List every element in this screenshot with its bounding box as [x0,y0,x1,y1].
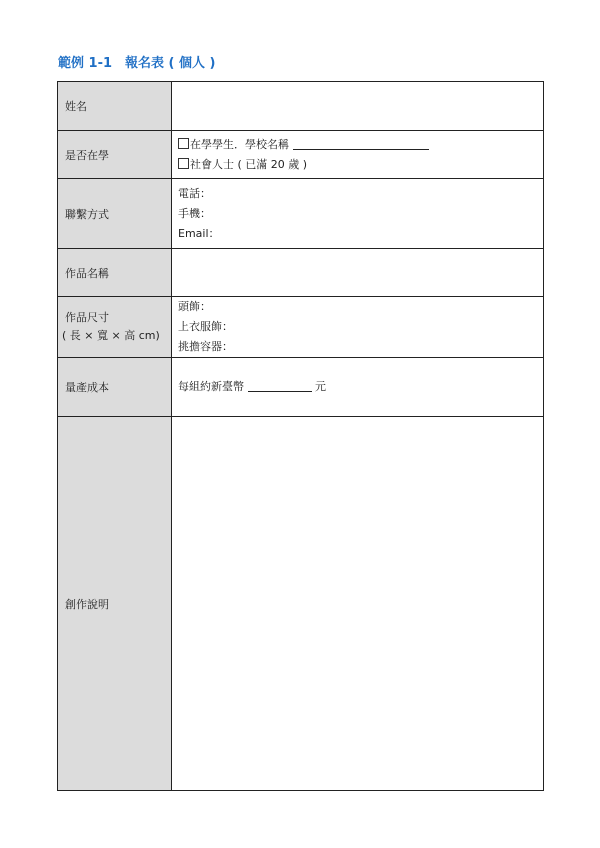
label-work-name: 作品名稱 [58,249,172,297]
cost-line [178,377,543,397]
contact-phone[interactable]: 電話： [178,186,211,200]
field-work-name[interactable] [172,249,544,297]
size-top-garment[interactable]: 上衣服飾： [178,320,233,333]
row-name [58,82,544,131]
row-student-status [58,131,544,179]
label-production-cost: 量產成本 [58,358,172,417]
field-contact [172,179,544,249]
field-production-cost [172,358,544,417]
school-name-blank[interactable] [293,138,429,150]
checkbox-adult[interactable] [178,158,189,169]
label-description: 創作說明 [58,417,172,791]
label-work-size [58,297,172,358]
contact-mobile[interactable]: 手機： [178,206,211,220]
contact-email[interactable]: Email： [178,226,220,240]
size-headpiece[interactable]: 頭飾： [178,300,211,313]
label-contact: 聯繫方式 [58,179,172,249]
cost-prefix: 每組約新臺幣 [178,380,244,393]
label-student-status: 是否在學 [58,131,172,179]
label-name: 姓名 [58,82,172,131]
row-contact [58,179,544,249]
label-work-size-line2: ( 長 × 寬 × 高 cm) [62,329,160,342]
field-student-status [172,131,544,179]
size-container[interactable]: 挑擔容器： [178,340,233,353]
label-work-size-line1: 作品尺寸 [65,311,109,324]
option-student-label: 在學學生．學校名稱 [190,137,289,151]
form-title: 範例 1-1 報名表 ( 個人 ) [58,56,216,71]
row-production-cost [58,358,544,417]
row-work-size [58,297,544,358]
cost-amount-blank[interactable] [248,380,312,392]
field-work-size [172,297,544,358]
checkbox-student[interactable] [178,138,189,149]
registration-form-table [57,81,544,791]
row-description [58,417,544,791]
field-description[interactable] [172,417,544,791]
option-student [178,135,543,155]
row-work-name [58,249,544,297]
option-adult [178,155,543,175]
cost-suffix: 元 [315,380,326,393]
option-adult-label: 社會人士 ( 已滿 20 歲 ) [190,157,308,171]
field-name[interactable] [172,82,544,131]
